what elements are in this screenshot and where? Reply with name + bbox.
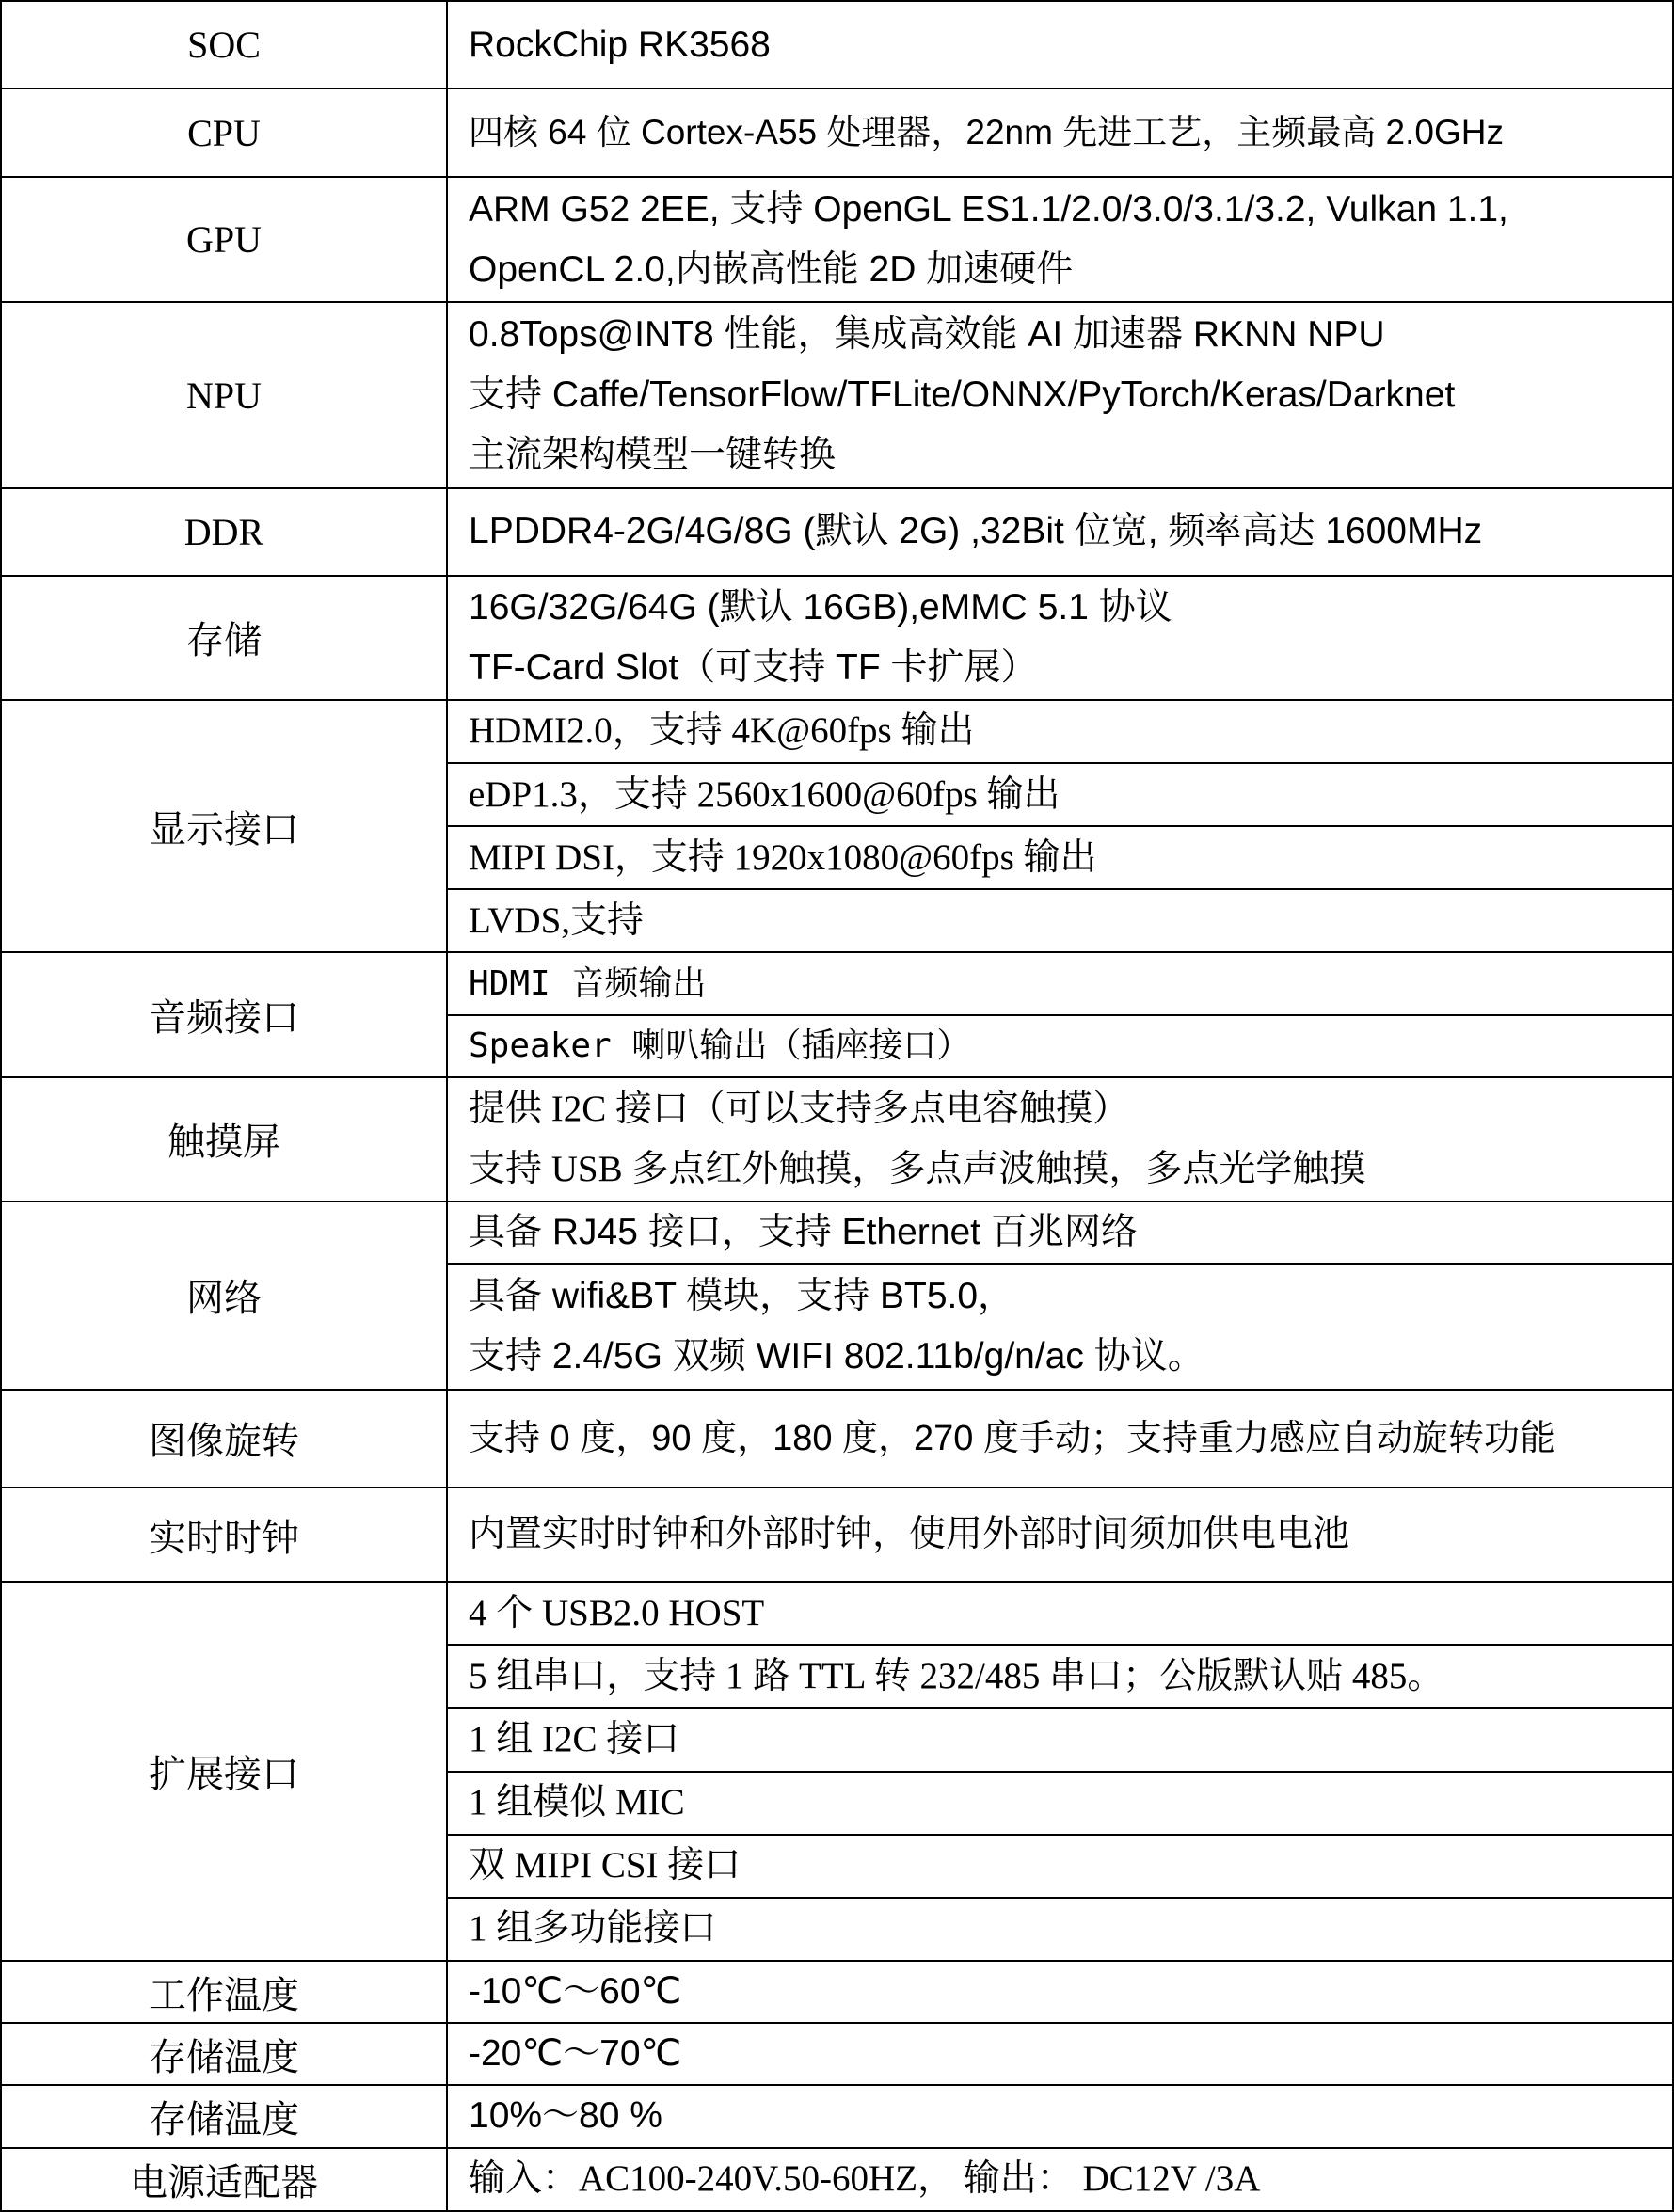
spec-value: 1 组多功能接口 — [447, 1898, 1673, 1961]
spec-value — [447, 576, 1673, 700]
spec-row-operating-temp — [1, 1961, 1673, 2023]
spec-value — [447, 1264, 1673, 1389]
spec-value: MIPI DSI，支持 1920x1080@60fps 输出 — [447, 826, 1673, 889]
spec-row-npu — [1, 302, 1673, 489]
spec-label: 存储 — [1, 576, 447, 700]
spec-row-power-adapter — [1, 2148, 1673, 2211]
spec-row-rotation — [1, 1390, 1673, 1488]
spec-value-line: 支持 2.4/5G 双频 WIFI 802.11b/g/n/ac 协议。 — [469, 1335, 1204, 1377]
spec-value: 输入：AC100-240V.50-60HZ， 输出： DC12V /3A — [447, 2148, 1673, 2211]
spec-row-ddr — [1, 488, 1673, 575]
spec-row-gpu — [1, 177, 1673, 301]
spec-label: 触摸屏 — [1, 1077, 447, 1201]
spec-row-rtc — [1, 1488, 1673, 1582]
spec-row-storage — [1, 576, 1673, 700]
spec-value-line: OpenCL 2.0,内嵌高性能 2D 加速硬件 — [469, 248, 1074, 290]
spec-value: 四核 64 位 Cortex-A55 处理器，22nm 先进工艺，主频最高 2.0GHz — [447, 88, 1673, 177]
spec-row-network — [1, 1201, 1673, 1264]
spec-value: 5 组串口，支持 1 路 TTL 转 232/485 串口；公版默认贴 485。 — [447, 1645, 1673, 1708]
spec-label: 显示接口 — [1, 700, 447, 953]
spec-value: HDMI 音频输出 — [447, 952, 1673, 1014]
spec-value — [447, 302, 1673, 489]
spec-value-line: 主流架构模型一键转换 — [469, 435, 837, 476]
spec-row-storage-temp — [1, 2023, 1673, 2085]
spec-value: 具备 RJ45 接口，支持 Ethernet 百兆网络 — [447, 1201, 1673, 1264]
spec-label: DDR — [1, 488, 447, 575]
spec-value-line: 提供 I2C 接口（可以支持多点电容触摸） — [469, 1088, 1130, 1129]
spec-row-touch — [1, 1077, 1673, 1201]
spec-value: 1 组模似 MIC — [447, 1772, 1673, 1835]
spec-value: RockChip RK3568 — [447, 1, 1673, 88]
spec-label: GPU — [1, 177, 447, 301]
spec-value: 内置实时时钟和外部时钟，使用外部时间须加供电电池 — [447, 1488, 1673, 1582]
spec-label: 扩展接口 — [1, 1582, 447, 1961]
spec-label: 音频接口 — [1, 952, 447, 1076]
spec-row-expansion — [1, 1582, 1673, 1645]
spec-value: Speaker 喇叭输出（插座接口） — [447, 1015, 1673, 1077]
spec-label: 存储温度 — [1, 2023, 447, 2085]
spec-value-line: 16G/32G/64G (默认 16GB),eMMC 5.1 协议 — [469, 586, 1172, 628]
spec-value-line: 0.8Tops@INT8 性能，集成高效能 AI 加速器 RKNN NPU — [469, 314, 1385, 356]
spec-value: -10℃～60℃ — [447, 1961, 1673, 2023]
spec-label: 图像旋转 — [1, 1390, 447, 1488]
spec-value: eDP1.3，支持 2560x1600@60fps 输出 — [447, 763, 1673, 826]
spec-value: 双 MIPI CSI 接口 — [447, 1835, 1673, 1898]
spec-label: 工作温度 — [1, 1961, 447, 2023]
spec-label: 电源适配器 — [1, 2148, 447, 2211]
spec-value-line: ARM G52 2EE, 支持 OpenGL ES1.1/2.0/3.0/3.1/3.2, Vulkan 1.1, — [469, 188, 1508, 230]
spec-value: 4 个 USB2.0 HOST — [447, 1582, 1673, 1645]
spec-row-soc — [1, 1, 1673, 88]
spec-row-cpu — [1, 88, 1673, 177]
spec-label: NPU — [1, 302, 447, 489]
spec-value: -20℃～70℃ — [447, 2023, 1673, 2085]
spec-value: HDMI2.0，支持 4K@60fps 输出 — [447, 700, 1673, 763]
spec-label: 实时时钟 — [1, 1488, 447, 1582]
spec-value — [447, 177, 1673, 301]
spec-label: CPU — [1, 88, 447, 177]
spec-row-storage-humidity — [1, 2085, 1673, 2147]
spec-label: 存储温度 — [1, 2085, 447, 2147]
spec-value — [447, 1077, 1673, 1201]
spec-value: 1 组 I2C 接口 — [447, 1708, 1673, 1771]
spec-value-line: 支持 Caffe/TensorFlow/TFLite/ONNX/PyTorch/Keras/Darknet — [469, 374, 1456, 416]
spec-value: 支持 0 度，90 度，180 度，270 度手动；支持重力感应自动旋转功能 — [447, 1390, 1673, 1488]
spec-value-line: 支持 USB 多点红外触摸，多点声波触摸，多点光学触摸 — [469, 1148, 1366, 1189]
spec-label: 网络 — [1, 1201, 447, 1389]
spec-value: LPDDR4-2G/4G/8G (默认 2G) ,32Bit 位宽, 频率高达 1600MHz — [447, 488, 1673, 575]
spec-row-audio — [1, 952, 1673, 1014]
spec-value-line: 具备 wifi&BT 模块，支持 BT5.0， — [469, 1275, 1015, 1316]
spec-row-display — [1, 700, 1673, 763]
spec-value-line: TF-Card Slot（可支持 TF 卡扩展） — [469, 646, 1038, 688]
spec-value: 10%～80 % — [447, 2085, 1673, 2147]
spec-label: SOC — [1, 1, 447, 88]
spec-value: LVDS,支持 — [447, 889, 1673, 952]
